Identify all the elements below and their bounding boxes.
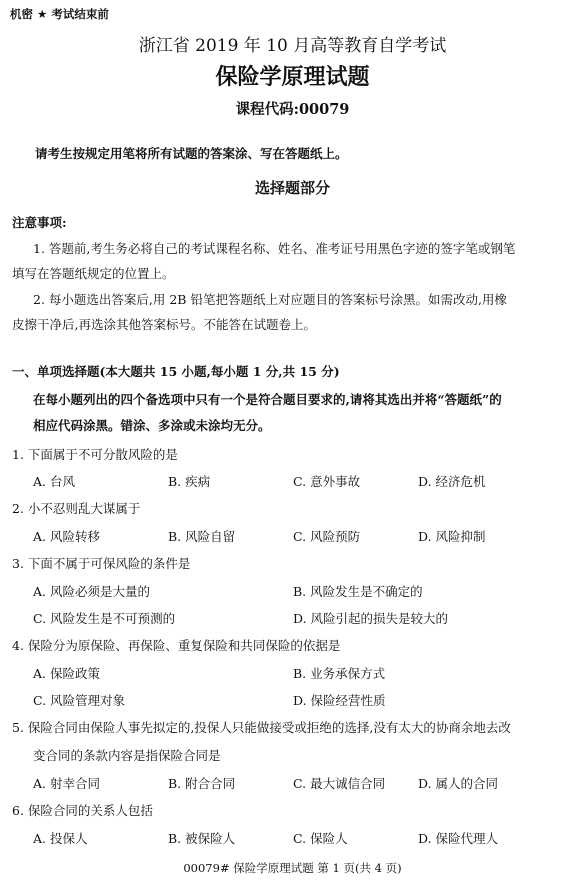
- question-2-option-a: A. 风险转移: [33, 529, 100, 544]
- question-4-stem: 4. 保险分为原保险、再保险、重复保险和共同保险的依据是: [12, 638, 341, 653]
- question-4-option-b: B. 业务承保方式: [293, 666, 386, 681]
- question-5-option-a: A. 射幸合同: [33, 776, 100, 791]
- question-5-stem-line-2: 变合同的条款内容是指保险合同是: [33, 748, 221, 763]
- part1-instruction-line-1: 在每小题列出的四个备选项中只有一个是符合题目要求的,请将其选出并将“答题纸”的: [33, 392, 502, 407]
- part1-heading: 一、单项选择题(本大题共 15 小题,每小题 1 分,共 15 分): [12, 364, 340, 379]
- section-title: 选择题部分: [254, 179, 330, 197]
- question-5-option-d: D. 属人的合同: [418, 776, 499, 791]
- notice-item-1-line-2: 填写在答题纸规定的位置上。: [12, 266, 175, 281]
- question-3-option-a: A. 风险必须是大量的: [33, 584, 150, 599]
- question-6-option-c: C. 保险人: [293, 831, 348, 846]
- question-4-option-d: D. 保险经营性质: [293, 693, 386, 708]
- course-code: 课程代码:00079: [235, 101, 350, 118]
- question-5-stem-line-1: 5. 保险合同由保险人事先拟定的,投保人只能做接受或拒绝的选择,没有太大的协商余地去改: [12, 720, 511, 735]
- notice-item-2-line-1: 2. 每小题选出答案后,用 2B 铅笔把答题纸上对应题目的答案标号涂黑。如需改动,用橡: [33, 292, 507, 307]
- question-1-option-b: B. 疾病: [168, 474, 211, 489]
- question-2-option-c: C. 风险预防: [293, 529, 361, 544]
- confidential-mark: 机密 ★ 考试结束前: [10, 7, 109, 21]
- question-2-option-b: B. 风险自留: [168, 529, 236, 544]
- question-5-option-c: C. 最大诚信合同: [293, 776, 386, 791]
- answer-instruction: 请考生按规定用笔将所有试题的答案涂、写在答题纸上。: [35, 146, 348, 161]
- question-3-option-d: D. 风险引起的损失是较大的: [293, 611, 449, 626]
- question-6-option-a: A. 投保人: [33, 831, 88, 846]
- question-3-option-c: C. 风险发生是不可预测的: [33, 611, 176, 626]
- notice-item-1-line-1: 1. 答题前,考生务必将自己的考试课程名称、姓名、准考证号用黑色字迹的签字笔或钢笔: [33, 241, 516, 256]
- part1-instruction-line-2: 相应代码涂黑。错涂、多涂或未涂均无分。: [33, 418, 271, 433]
- question-1-option-d: D. 经济危机: [418, 474, 486, 489]
- question-2-option-d: D. 风险抑制: [418, 529, 486, 544]
- page-footer: 00079# 保险学原理试题 第 1 页(共 4 页): [183, 861, 402, 875]
- question-6-option-d: D. 保险代理人: [418, 831, 499, 846]
- question-1-stem: 1. 下面属于不可分散风险的是: [12, 447, 178, 462]
- question-5-option-b: B. 附合合同: [168, 776, 236, 791]
- question-3-stem: 3. 下面不属于可保风险的条件是: [12, 556, 191, 571]
- notice-item-2-line-2: 皮擦干净后,再选涂其他答案标号。不能答在试题卷上。: [12, 317, 316, 332]
- question-6-stem: 6. 保险合同的关系人包括: [12, 803, 153, 818]
- question-4-option-c: C. 风险管理对象: [33, 693, 126, 708]
- paper-title: 保险学原理试题: [215, 64, 370, 90]
- notice-heading: 注意事项:: [12, 215, 67, 230]
- question-2-stem: 2. 小不忍则乱大谋属于: [12, 501, 141, 516]
- question-3-option-b: B. 风险发生是不确定的: [293, 584, 423, 599]
- question-4-option-a: A. 保险政策: [33, 666, 100, 681]
- exam-title: 浙江省 2019 年 10 月高等教育自学考试: [138, 36, 447, 56]
- question-1-option-a: A. 台风: [33, 474, 75, 489]
- question-1-option-c: C. 意外事故: [293, 474, 361, 489]
- question-6-option-b: B. 被保险人: [168, 831, 236, 846]
